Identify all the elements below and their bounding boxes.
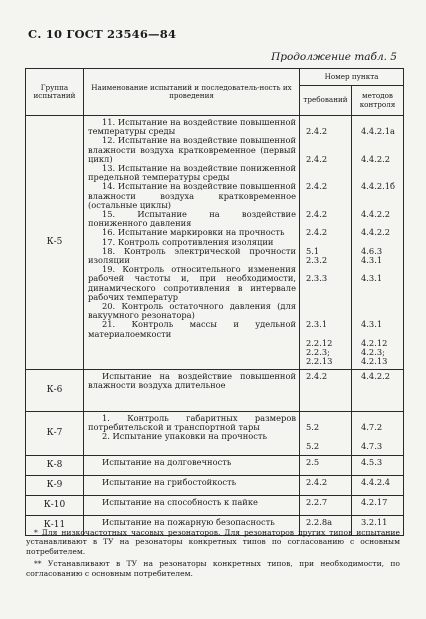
footnotes — [26, 528, 400, 581]
requirement-number: 5.2 — [306, 422, 320, 433]
method-number: 4.3.1 — [361, 319, 383, 330]
test-item: Испытание на долговечность — [102, 457, 232, 467]
col-header-tests: Наименование испытаний и последователь-ность их проведения — [84, 69, 300, 116]
requirement-number — [306, 192, 351, 201]
table-row — [26, 370, 404, 412]
tests-cell — [84, 476, 300, 496]
requirement-number: 2.2.12 — [306, 337, 333, 348]
method-number: 4.4.2.1а — [361, 126, 395, 137]
method-number: 4.3.1 — [361, 273, 383, 284]
requirements-cell — [300, 476, 352, 496]
col-header-methods: методов контроля — [352, 86, 404, 116]
table-continuation-caption: Продолжение табл. 5 — [271, 51, 397, 63]
method-number: 4.3.1 — [361, 255, 383, 266]
requirement-number: 2.2.7 — [306, 497, 328, 507]
method-number: 3.2.11 — [361, 517, 388, 527]
requirement-number: 2.4.2 — [306, 181, 328, 192]
col-header-group: Группа испытаний — [26, 69, 84, 116]
method-number: 4.6.3 — [361, 245, 383, 256]
tests-cell — [84, 496, 300, 516]
test-item: Испытание на воздействие повышенной влажности воздуха длительное — [88, 371, 296, 391]
test-item: 2. Испытание упаковки на прочность — [102, 431, 267, 442]
requirement-number: 2.2.8а — [306, 517, 333, 527]
methods-cell — [352, 370, 404, 412]
requirements-cell — [300, 116, 352, 370]
methods-cell — [352, 476, 404, 496]
test-item: 16. Испытание маркировки на прочность — [102, 227, 285, 238]
requirements-cell — [300, 370, 352, 412]
requirements-cell — [300, 412, 352, 456]
test-item: 20. Контроль остаточного давления (для вакуумного резонатора) — [88, 301, 296, 321]
requirement-number: 2.2.13 — [306, 356, 333, 367]
method-number: 4.4.2.2 — [361, 227, 391, 238]
tests-cell — [84, 412, 300, 456]
methods-cell — [352, 496, 404, 516]
test-item: 19. Контроль относительного изменения рабочей частоты и, при необходимости, динамического сопротивления в интервале рабочих температур — [88, 264, 296, 302]
group-cell: К-8 — [26, 456, 84, 476]
test-item: 15. Испытание на воздействие пониженного давления — [88, 209, 296, 229]
methods-cell — [352, 456, 404, 476]
requirement-number: 2.4.2 — [306, 126, 328, 137]
requirement-number — [306, 284, 351, 293]
test-item: Испытание на способность к пайке — [102, 497, 258, 507]
methods-cell — [352, 116, 404, 370]
test-item: 1. Контроль габаритных размеров потребительской и транспортной тары — [88, 413, 296, 433]
table-row — [26, 496, 404, 516]
requirement-number — [306, 293, 351, 302]
methods-cell — [352, 412, 404, 456]
test-item: 21. Контроль массы и удельной материалоемкости — [88, 319, 296, 339]
method-number: 4.2.3; — [361, 347, 385, 358]
test-item: 14. Испытание на воздействие повышенной влажности воздуха кратковременное (остальные циклы) — [88, 181, 296, 210]
method-number: 4.4.2.2 — [361, 153, 391, 164]
requirement-number: 2.4.2 — [306, 371, 328, 381]
group-cell: К-6 — [26, 370, 84, 412]
test-table — [25, 68, 404, 536]
test-item: Испытание на грибостойкость — [102, 477, 237, 487]
requirement-number: 2.2.3; — [306, 347, 330, 358]
method-number — [361, 302, 403, 311]
col-header-item-number: Номер пункта — [300, 69, 404, 86]
method-number: 4.7.2 — [361, 422, 383, 433]
requirement-number: 2.4.2 — [306, 227, 328, 238]
requirement-number: 2.5 — [306, 457, 320, 467]
test-item: Испытание на пожарную безопасность — [102, 517, 275, 527]
footnote: ** Устанавливают в ТУ на резонаторы конкретных типов, при необходимости, по согласованию с основным потребителем. — [26, 559, 400, 578]
group-cell: К-7 — [26, 412, 84, 456]
table-row — [26, 456, 404, 476]
requirement-number — [306, 164, 351, 173]
method-number — [361, 284, 403, 293]
requirement-number: 5.1 — [306, 245, 320, 256]
group-cell: К-9 — [26, 476, 84, 496]
test-item: 11. Испытание на воздействие повышенной температуры среды — [88, 117, 296, 137]
method-number — [361, 293, 403, 302]
table-row — [26, 476, 404, 496]
test-item: 12. Испытание на воздействие повышенной влажности воздуха кратковременное (первый цикл) — [88, 135, 296, 164]
requirement-number — [306, 302, 351, 311]
requirement-number: 2.3.2 — [306, 255, 328, 266]
test-item: 18. Контроль электрической прочности изоляции — [88, 245, 296, 266]
requirement-number: 5.2 — [306, 440, 320, 451]
method-number: 4.2.17 — [361, 497, 388, 507]
footnote: * Для низкочастотных часовых резонаторов. Для резонаторов других типов испытание устанавливают в ТУ на резонаторы конкретных типов по согласованию с основным потребителем. — [26, 528, 400, 556]
method-number — [361, 136, 403, 145]
test-item: 17. Контроль сопротивления изоляции — [102, 236, 274, 247]
requirements-cell — [300, 496, 352, 516]
method-number: 4.4.2.1б — [361, 181, 396, 192]
test-item: 13. Испытание на воздействие пониженной предельной температуры среды — [88, 163, 296, 183]
group-cell: К-11 — [26, 516, 84, 536]
method-number: 4.4.2.4 — [361, 477, 391, 487]
requirement-number: 2.4.2 — [306, 153, 328, 164]
requirement-number: 2.4.2 — [306, 209, 328, 220]
tests-cell — [84, 456, 300, 476]
method-number: 4.4.2.2 — [361, 371, 391, 381]
table-row — [26, 116, 404, 370]
method-number — [361, 164, 403, 173]
page-header: С. 10 ГОСТ 23546—84 — [28, 27, 177, 41]
method-number — [361, 192, 403, 201]
method-number: 4.4.2.2 — [361, 209, 391, 220]
requirement-number: 2.3.3 — [306, 273, 328, 284]
requirement-number: 2.4.2 — [306, 477, 328, 487]
tests-cell — [84, 370, 300, 412]
method-number: 4.5.3 — [361, 457, 383, 467]
method-number: 4.2.13 — [361, 356, 388, 367]
group-cell: К-10 — [26, 496, 84, 516]
col-header-requirements: требований — [300, 86, 352, 116]
table-row — [26, 412, 404, 456]
group-cell: К-5 — [26, 116, 84, 370]
requirement-number: 2.3.1 — [306, 319, 328, 330]
method-number: 4.2.12 — [361, 337, 388, 348]
requirements-cell — [300, 456, 352, 476]
method-number: 4.7.3 — [361, 440, 383, 451]
tests-cell — [84, 116, 300, 370]
requirement-number — [306, 136, 351, 145]
